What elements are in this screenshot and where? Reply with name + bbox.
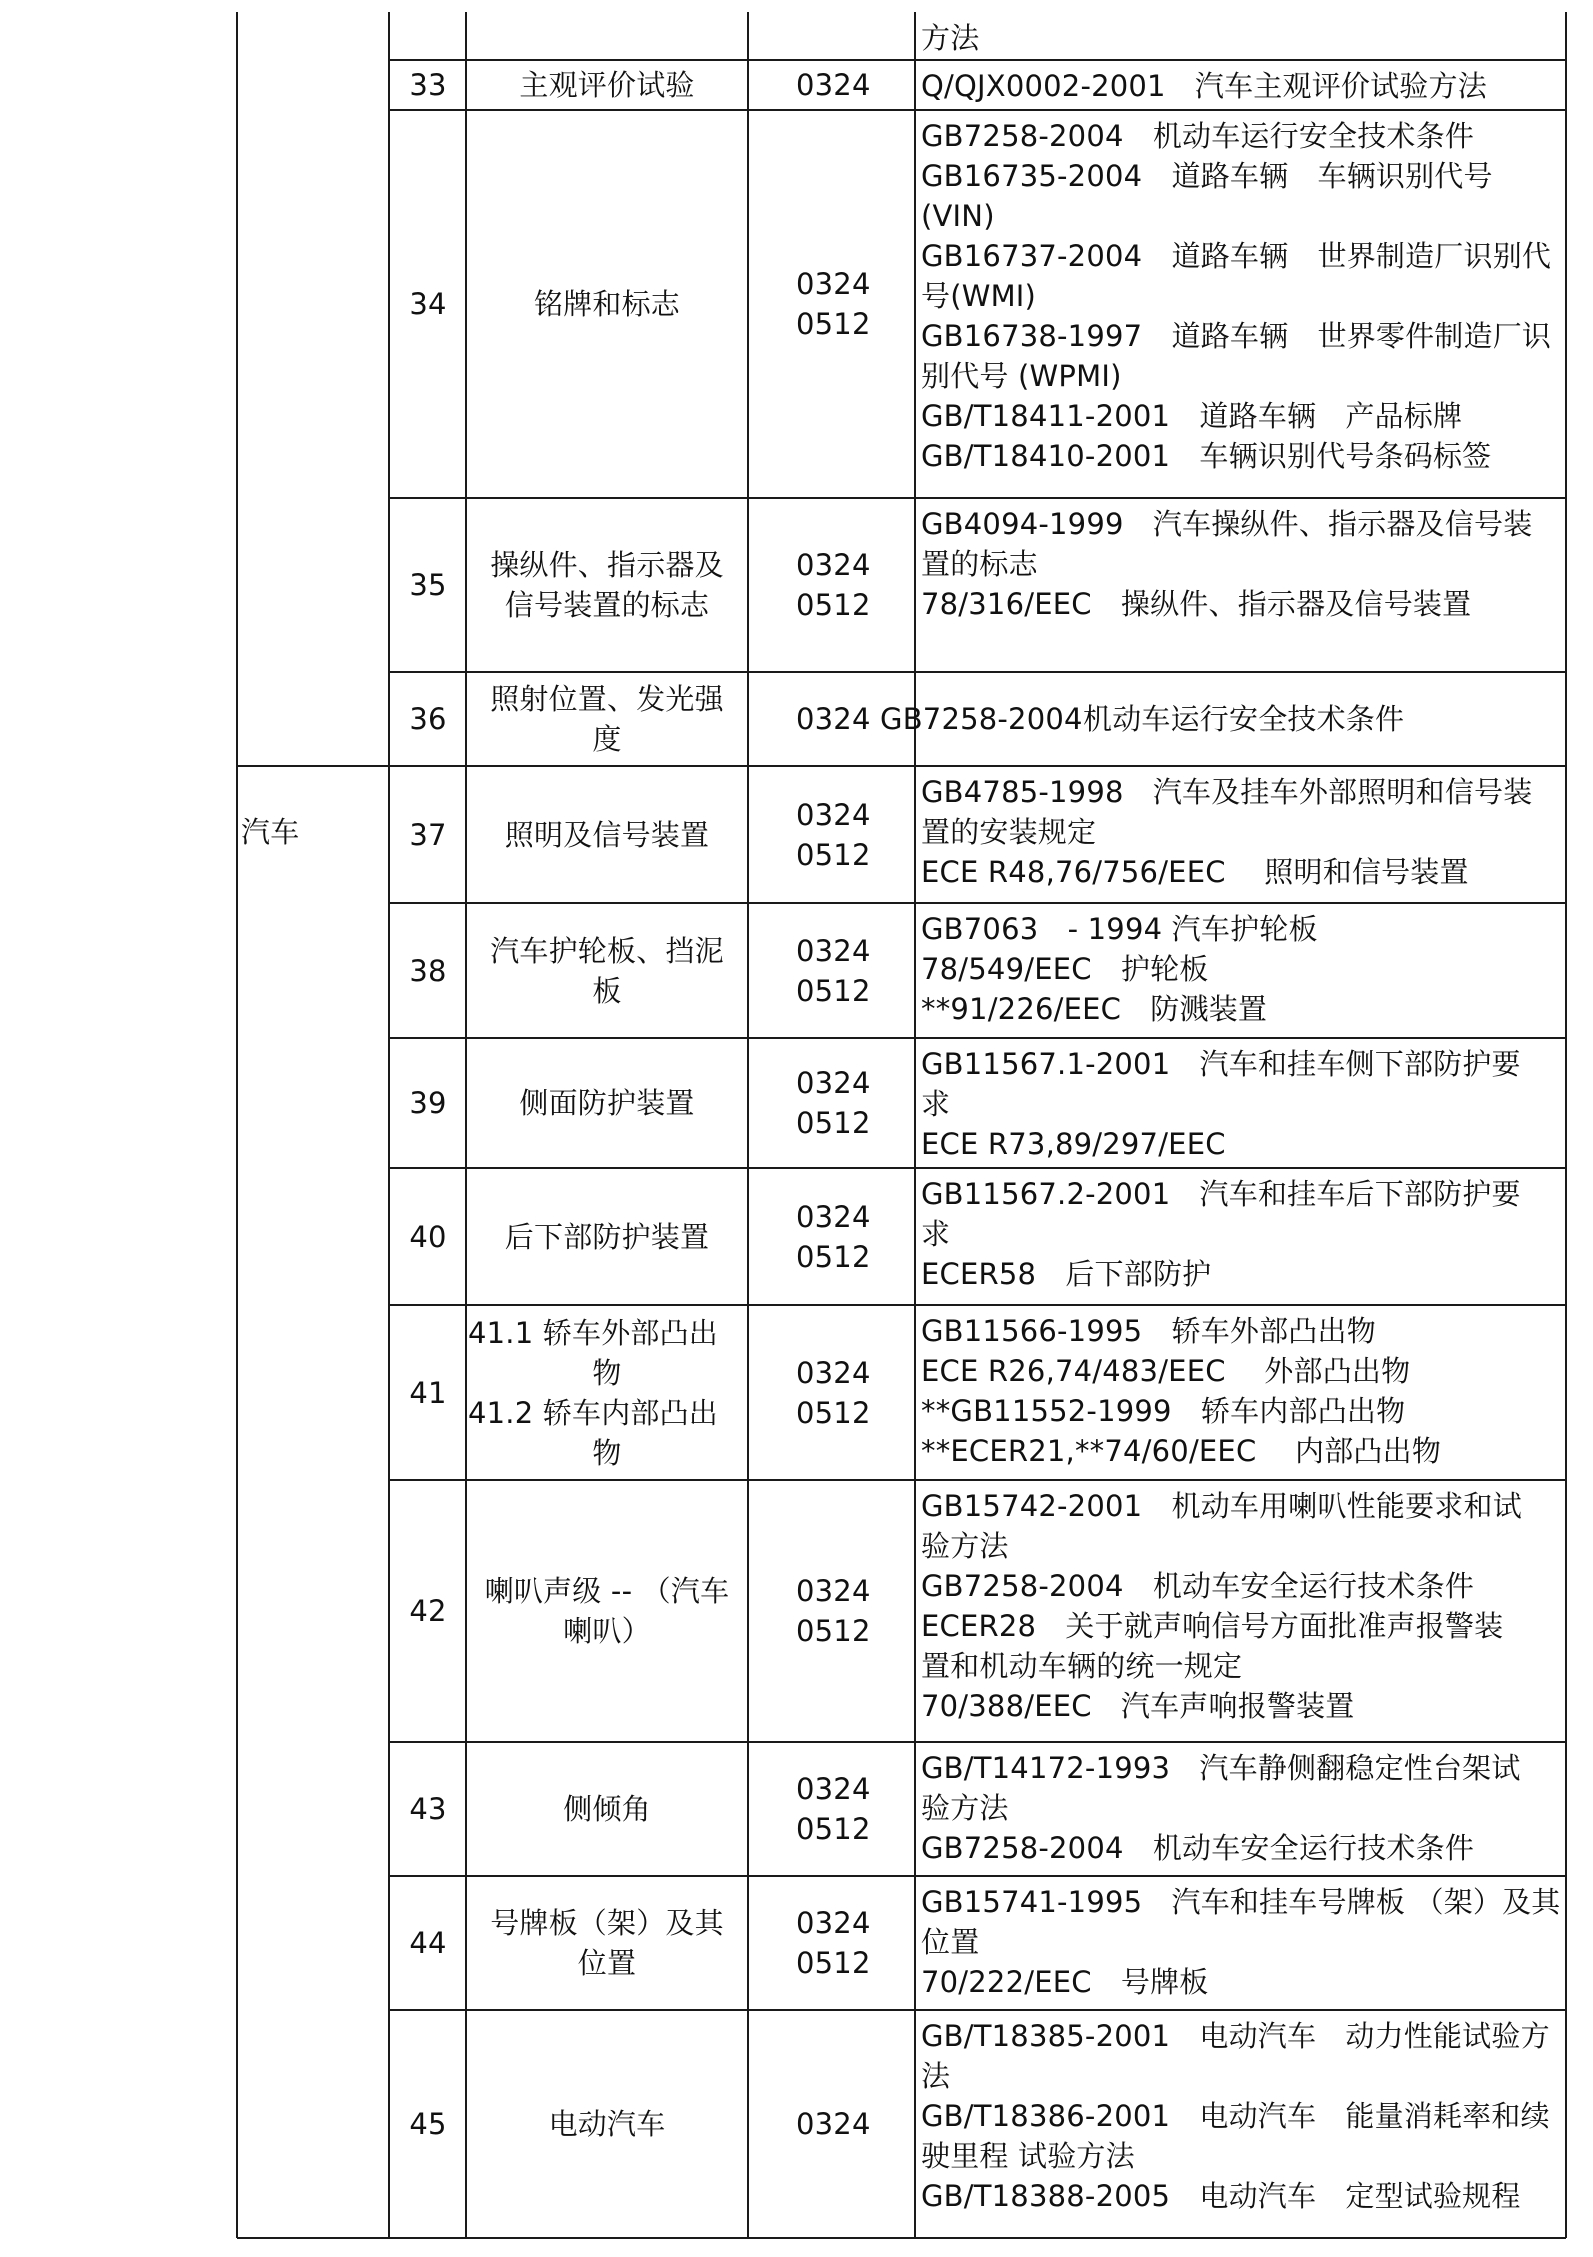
standard-line: GB7258-2004 机动车安全运行技术条件 [921, 1831, 1475, 1865]
row-number: 39 [409, 1086, 447, 1120]
test-code: 0324 [796, 2107, 871, 2141]
test-code: 0324 [796, 1906, 871, 1940]
standard-line: 别代号 (WPMI) [921, 359, 1122, 393]
standard-line: ECER58 后下部防护 [921, 1257, 1212, 1291]
test-item-name: 汽车护轮板、挡泥 [490, 933, 724, 968]
test-code: 0324 [796, 1199, 871, 1234]
row-number: 37 [409, 817, 447, 852]
test-code: 0324 [796, 1772, 871, 1806]
standard-line: 求 [921, 1217, 951, 1251]
standard-line: GB4785-1998 汽车及挂车外部照明和信号装 [921, 775, 1533, 809]
standard-line: **GB11552-1999 轿车内部凸出物 [921, 1394, 1406, 1428]
standard-line: **ECER21,**74/60/EEC 内部凸出物 [921, 1434, 1442, 1468]
standard-line: 置的标志 [921, 547, 1038, 581]
standard-line: (VIN) [921, 199, 995, 233]
row-number: 34 [409, 287, 447, 321]
standard-line: ECE R73,89/297/EEC [921, 1127, 1226, 1161]
test-code: 0512 [796, 1239, 871, 1274]
test-code: 0324 [796, 267, 871, 301]
standard-line: **91/226/EEC 防溅装置 [921, 992, 1268, 1026]
standard-line: GB16738-1997 道路车辆 世界零件制造厂识 [921, 319, 1552, 353]
test-code: 0512 [796, 1106, 871, 1140]
standard-line: 验方法 [921, 1529, 1009, 1563]
test-item-name: 电动汽车 [548, 2107, 666, 2141]
test-item-name: 板 [592, 973, 622, 1008]
standard-line: GB/T18411-2001 道路车辆 产品标牌 [921, 399, 1463, 433]
standard-line: GB11567.1-2001 汽车和挂车侧下部防护要 [921, 1047, 1521, 1081]
standard-line: GB/T18410-2001 车辆识别代号条码标签 [921, 439, 1492, 473]
test-code: 0512 [796, 973, 871, 1008]
test-item-name: 侧倾角 [563, 1792, 651, 1826]
standard-line: 号(WMI) [921, 279, 1037, 313]
test-item-name: 侧面防护装置 [519, 1086, 695, 1120]
test-code: 0512 [796, 588, 871, 622]
row-number: 35 [409, 568, 447, 602]
test-item-name: 物 [592, 1435, 622, 1470]
standard-line: 置的安装规定 [921, 815, 1097, 849]
standard-line: 方法 [921, 21, 980, 55]
test-code: 0324 [796, 1355, 871, 1390]
row-number: 40 [409, 1219, 447, 1254]
standard-line: GB16735-2004 道路车辆 车辆识别代号 [921, 159, 1493, 193]
standard-line: GB7258-2004 机动车运行安全技术条件 [921, 119, 1475, 153]
standard-line: 驶里程 试验方法 [921, 2139, 1135, 2173]
test-item-name: 主观评价试验 [519, 68, 695, 102]
standard-line: 70/222/EEC 号牌板 [921, 1965, 1209, 1999]
row-number: 44 [409, 1926, 447, 1960]
test-code: 0324 [796, 548, 871, 582]
test-item-name: 41.2 轿车内部凸出 [468, 1395, 718, 1430]
test-item-name: 喇叭声级 -- （汽车 [484, 1574, 730, 1608]
test-item-name: 后下部防护装置 [504, 1219, 710, 1254]
standard-line: 位置 [921, 1925, 980, 1959]
standard-line: 法 [921, 2059, 951, 2093]
standard-line: GB4094-1999 汽车操纵件、指示器及信号装 [921, 507, 1533, 541]
standard-line: 机动车运行安全技术条件 [1083, 702, 1405, 736]
standard-line: ECE R48,76/756/EEC 照明和信号装置 [921, 855, 1469, 889]
standard-line: GB11566-1995 轿车外部凸出物 [921, 1314, 1376, 1348]
test-item-name: 铭牌和标志 [533, 287, 680, 321]
standard-line: GB15741-1995 汽车和挂车号牌板 （架）及其 [921, 1885, 1561, 1919]
test-code: 0324 GB7258-2004 [796, 702, 1083, 736]
standard-line: GB/T18385-2001 电动汽车 动力性能试验方 [921, 2019, 1550, 2053]
test-item-name: 喇叭） [563, 1614, 651, 1648]
standard-line: 求 [921, 1087, 951, 1121]
test-code: 0512 [796, 837, 871, 872]
test-code: 0324 [796, 933, 871, 968]
test-code: 0512 [796, 307, 871, 341]
row-number: 43 [409, 1792, 447, 1826]
standard-line: GB7063 - 1994 汽车护轮板 [921, 912, 1318, 946]
test-code: 0512 [796, 1614, 871, 1648]
test-code: 0324 [796, 1574, 871, 1608]
test-item-name: 操纵件、指示器及 [490, 548, 724, 582]
standard-line: GB15742-2001 机动车用喇叭性能要求和试 [921, 1489, 1522, 1523]
test-item-name: 物 [592, 1355, 622, 1390]
row-number: 36 [409, 702, 447, 736]
standard-line: 验方法 [921, 1791, 1009, 1825]
test-code: 0324 [796, 1066, 871, 1100]
standard-line: 置和机动车辆的统一规定 [921, 1649, 1243, 1683]
test-item-name: 照明及信号装置 [504, 817, 710, 852]
test-code: 0512 [796, 1946, 871, 1980]
standard-line: ECER28 关于就声响信号方面批准声报警装 [921, 1609, 1504, 1643]
standard-line: ECE R26,74/483/EEC 外部凸出物 [921, 1354, 1411, 1388]
test-item-name: 号牌板（架）及其 [490, 1906, 724, 1940]
standard-line: GB7258-2004 机动车安全运行技术条件 [921, 1569, 1475, 1603]
standard-line: GB11567.2-2001 汽车和挂车后下部防护要 [921, 1177, 1521, 1211]
test-code: 0512 [796, 1395, 871, 1430]
standard-line: GB/T14172-1993 汽车静侧翻稳定性台架试 [921, 1751, 1521, 1785]
standard-line: Q/QJX0002-2001 汽车主观评价试验方法 [921, 69, 1487, 103]
test-item-name: 41.1 轿车外部凸出 [468, 1315, 718, 1350]
test-code: 0324 [796, 68, 871, 102]
standard-line: GB/T18386-2001 电动汽车 能量消耗率和续 [921, 2099, 1550, 2133]
row-number: 38 [409, 953, 447, 988]
standard-line: GB/T18388-2005 电动汽车 定型试验规程 [921, 2179, 1521, 2213]
test-item-name: 度 [592, 722, 622, 756]
standard-line: GB16737-2004 道路车辆 世界制造厂识别代 [921, 239, 1552, 273]
row-number: 45 [409, 2107, 447, 2141]
row-number: 42 [409, 1594, 447, 1628]
test-item-name: 照射位置、发光强 [490, 682, 724, 716]
category-label: 汽车 [241, 815, 300, 849]
test-item-name: 信号装置的标志 [504, 588, 710, 622]
standard-line: 70/388/EEC 汽车声响报警装置 [921, 1689, 1355, 1723]
test-item-name: 位置 [577, 1946, 637, 1980]
test-code: 0324 [796, 797, 871, 832]
standard-line: 78/549/EEC 护轮板 [921, 952, 1209, 986]
test-code: 0512 [796, 1812, 871, 1846]
row-number: 41 [409, 1375, 447, 1410]
row-number: 33 [409, 68, 447, 102]
standard-line: 78/316/EEC 操纵件、指示器及信号装置 [921, 587, 1472, 621]
